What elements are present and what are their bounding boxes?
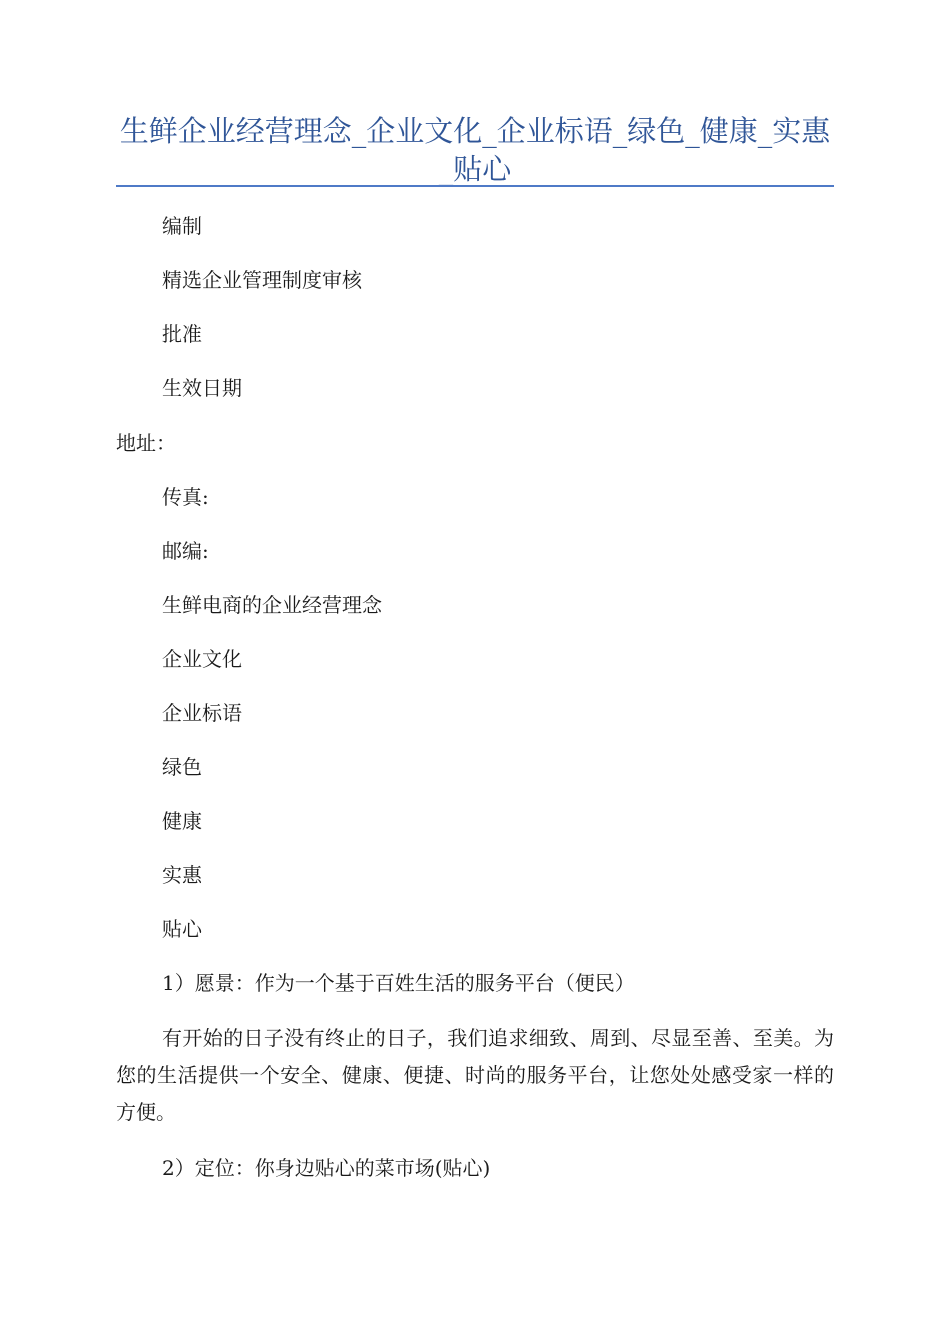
- heading-green: 绿色: [162, 755, 202, 779]
- section-vision-body: 有开始的日子没有终止的日子，我们追求细致、周到、尽显至善、至美。为您的生活提供一个安全、健康、便捷、时尚的服务平台，让您处处感受家一样的方便。: [116, 1026, 834, 1124]
- meta-effective-date: 生效日期: [162, 376, 242, 400]
- heading-business-philosophy: 生鲜电商的企业经营理念: [162, 593, 382, 617]
- section-position-heading: 2）定位：你身边贴心的菜市场(贴心): [162, 1156, 491, 1180]
- meta-address: 地址：: [116, 431, 176, 455]
- document-title: 生鲜企业经营理念_企业文化_企业标语_绿色_健康_实惠_贴心: [119, 114, 831, 186]
- heading-caring: 贴心: [162, 917, 202, 941]
- section-vision-heading: 1）愿景：作为一个基于百姓生活的服务平台（便民）: [162, 971, 635, 995]
- meta-approve: 批准: [162, 322, 202, 346]
- title-underline: [116, 185, 834, 187]
- heading-affordable: 实惠: [162, 863, 202, 887]
- heading-corporate-culture: 企业文化: [162, 647, 242, 671]
- heading-corporate-slogan: 企业标语: [162, 701, 242, 725]
- meta-compile: 编制: [162, 214, 202, 238]
- meta-postcode: 邮编:: [162, 539, 209, 563]
- meta-reviewer: 精选企业管理制度审核: [162, 268, 362, 292]
- heading-healthy: 健康: [162, 809, 202, 833]
- meta-fax: 传真:: [162, 485, 209, 509]
